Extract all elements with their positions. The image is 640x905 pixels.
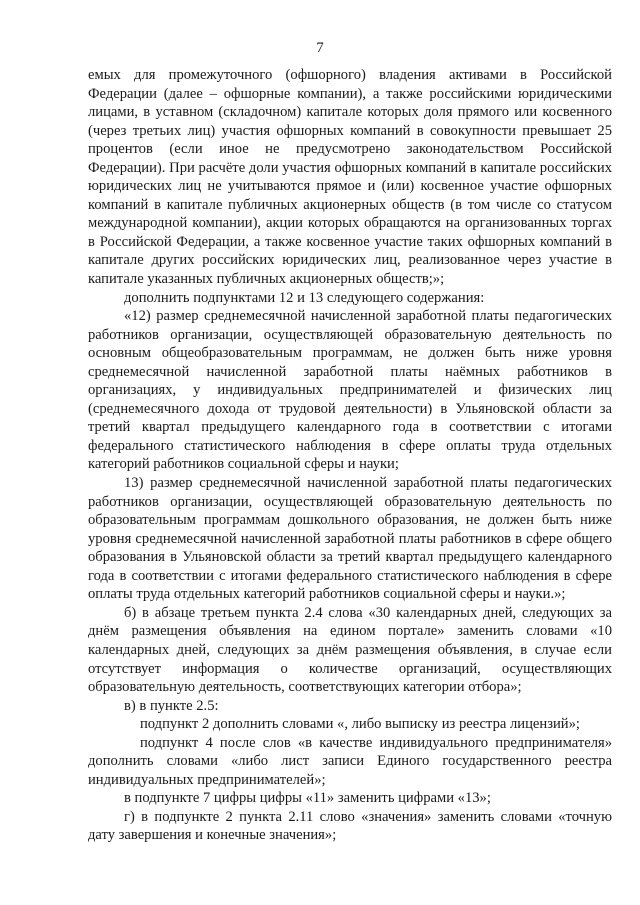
paragraph-subitem-2: подпункт 2 дополнить словами «, либо выписку из реестра лицензий»;: [140, 716, 580, 733]
paragraph-subitem-7: в подпункте 7 цифры цифры «11» заменить цифрами «13»;: [124, 790, 491, 807]
paragraph-add-subitems: дополнить подпунктами 12 и 13 следующего содержания:: [124, 289, 485, 306]
paragraph-subitem-4: подпункт 4 после слов «в качестве индивидуального предпринимателя» дополнить словами «либо лист записи Единого государственного реестра индивидуальных предпринимателей»;: [88, 734, 612, 788]
paragraph-item-v: в) в пункте 2.5:: [124, 697, 219, 714]
paragraph-subitem-12: «12) размер среднемесячной начисленной заработной платы педагогических работников организации, осуществляющей образовательную деятельность по основным общеобразовательным программам, не должен быть ниже уровня среднемесячной начисленной заработной платы наёмных работников в организациях, у индивидуальных предпринимателей и физических лиц (среднемесячного дохода от трудовой деятельности) в Ульяновской области за третий квартал предыдущего календарного года в соответствии с итогами федерального статистического наблюдения в сфере оплаты труда отдельных категорий работников социальной сферы и науки;: [88, 308, 612, 473]
paragraph-offshore-continuation: емых для промежуточного (офшорного) владения активами в Российской Федерации (далее – офшорные компании), а также российскими юридическими лицами, в уставном (складочном) капитале которых доля прямого или косвенного (через третьих лиц) участия офшорных компаний в совокупности превышает 25 процентов (если иное не предусмотрено законодательством Российской Федерации). При расчёте доли участия офшорных компаний в капитале российских юридических лиц не учитываются прямое и (или) косвенное участие офшорных компаний в капитале публичных акционерных обществ (в том числе со статусом международной компании), акции которых обращаются на организованных торгах в Российской Федерации, а также косвенное участие таких офшорных компаний в капитале других российских юридических лиц, реализованное через участие в капитале указанных публичных акционерных обществ;»;: [88, 67, 612, 288]
paragraph-subitem-13: 13) размер среднемесячной начисленной заработной платы педагогических работников организации, осуществляющей образовательную деятельность по образовательным программам дошкольного образования, не должен быть ниже уровня среднемесячной начисленной заработной платы работников в сфере общего образования в Ульяновской области за третий квартал предыдущего календарного года в соответствии с итогами федерального статистического наблюдения в сфере оплаты труда отдельных категорий работников социальной сферы и науки.»;: [88, 475, 612, 603]
paragraph-item-g: г) в подпункте 2 пункта 2.11 слово «значения» заменить словами «точную дату завершения и конечные значения»;: [88, 808, 612, 844]
page-number: 7: [316, 40, 324, 56]
document-body: [88, 66, 612, 845]
paragraph-item-b: б) в абзаце третьем пункта 2.4 слова «30 календарных дней, следующих за днём размещения объявления на едином портале» заменить словами «10 календарных дней, следующих за днём размещения объявления, в случае если отсутствует информация о количестве организаций, осуществляющих образовательную деятельность, соответствующих категории отбора»;: [88, 604, 612, 696]
